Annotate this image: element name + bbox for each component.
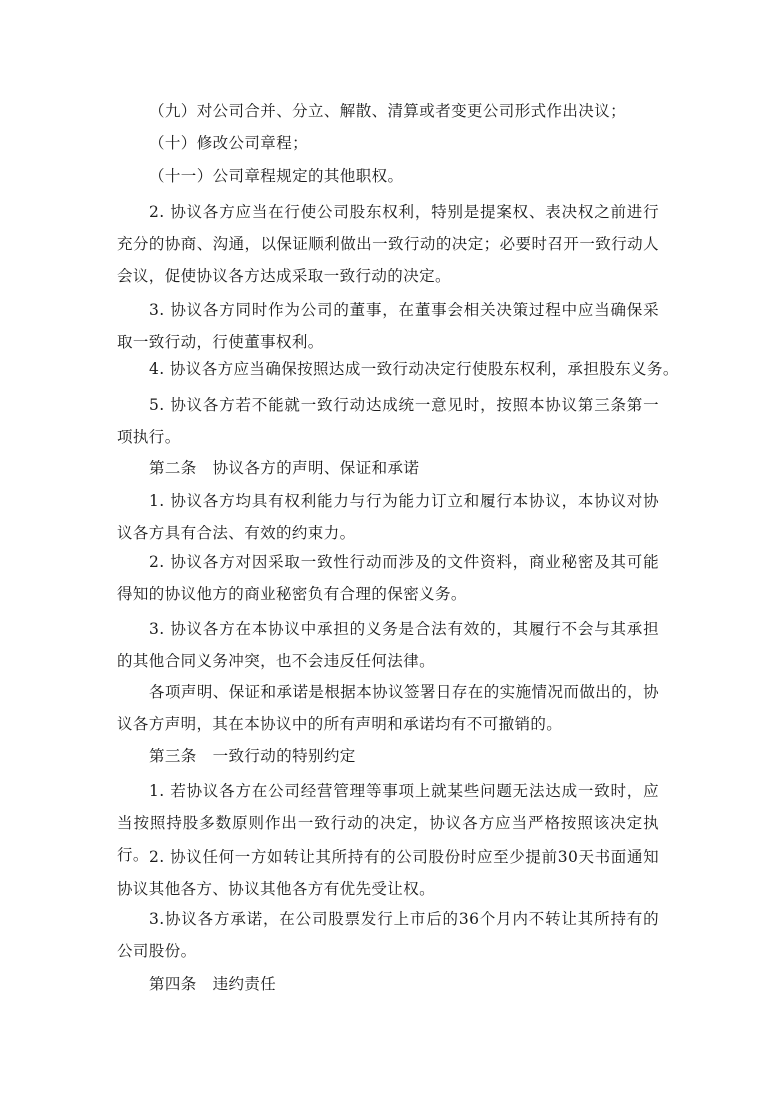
article1-point-5: 5. 协议各方若不能就一致行动达成统一意见时，按照本协议第三条第一项执行。 [117, 396, 659, 446]
article3-point-3: 3.协议各方承诺，在公司股票发行上市后的36个月内不转让其所持有的公司股份。 [117, 910, 659, 960]
article3-point-1: 1. 若协议各方在公司经营管理等事项上就某些问题无法达成一致时，应当按照持股多数原则作出一致行动的决定，协议各方应当严格按照该决定执行。 [117, 782, 659, 864]
article2-point-1: 1. 协议各方均具有权利能力与行为能力订立和履行本协议，本协议对协议各方具有合法、有效的约束力。 [117, 492, 659, 542]
article3-heading: 第三条 一致行动的特别约定 [149, 747, 356, 765]
article1-point-4: 4. 协议各方应当确保按照达成一致行动决定行使股东权利，承担股东义务。 [149, 360, 679, 378]
clause-item-11: （十一）公司章程规定的其他职权。 [149, 167, 404, 185]
clause-item-10: （十）修改公司章程； [149, 134, 309, 152]
article1-point-2: 2. 协议各方应当在行使公司股东权利，特别是提案权、表决权之前进行充分的协商、沟通，以保证顺利做出一致行动的决定；必要时召开一致行动人会议，促使协议各方达成采取一致行动的决定。 [117, 203, 659, 285]
clause-item-9: （九）对公司合并、分立、解散、清算或者变更公司形式作出决议； [149, 102, 627, 120]
article1-point-3: 3. 协议各方同时作为公司的董事，在董事会相关决策过程中应当确保采取一致行动，行使董事权利。 [117, 301, 659, 351]
article2-point-3: 3. 协议各方在本协议中承担的义务是合法有效的，其履行不会与其承担的其他合同义务冲突，也不会违反任何法律。 [117, 620, 659, 670]
article3-point-2: 2. 协议任何一方如转让其所持有的公司股份时应至少提前30天书面通知协议其他各方、协议其他各方有优先受让权。 [117, 848, 659, 898]
article2-declaration: 各项声明、保证和承诺是根据本协议签署日存在的实施情况而做出的，协议各方声明，其在本协议中的所有声明和承诺均有不可撤销的。 [117, 683, 659, 733]
article4-heading: 第四条 违约责任 [149, 975, 277, 993]
article2-point-2: 2. 协议各方对因采取一致性行动而涉及的文件资料，商业秘密及其可能得知的协议他方的商业秘密负有合理的保密义务。 [117, 553, 659, 603]
article2-heading: 第二条 协议各方的声明、保证和承诺 [149, 459, 420, 477]
